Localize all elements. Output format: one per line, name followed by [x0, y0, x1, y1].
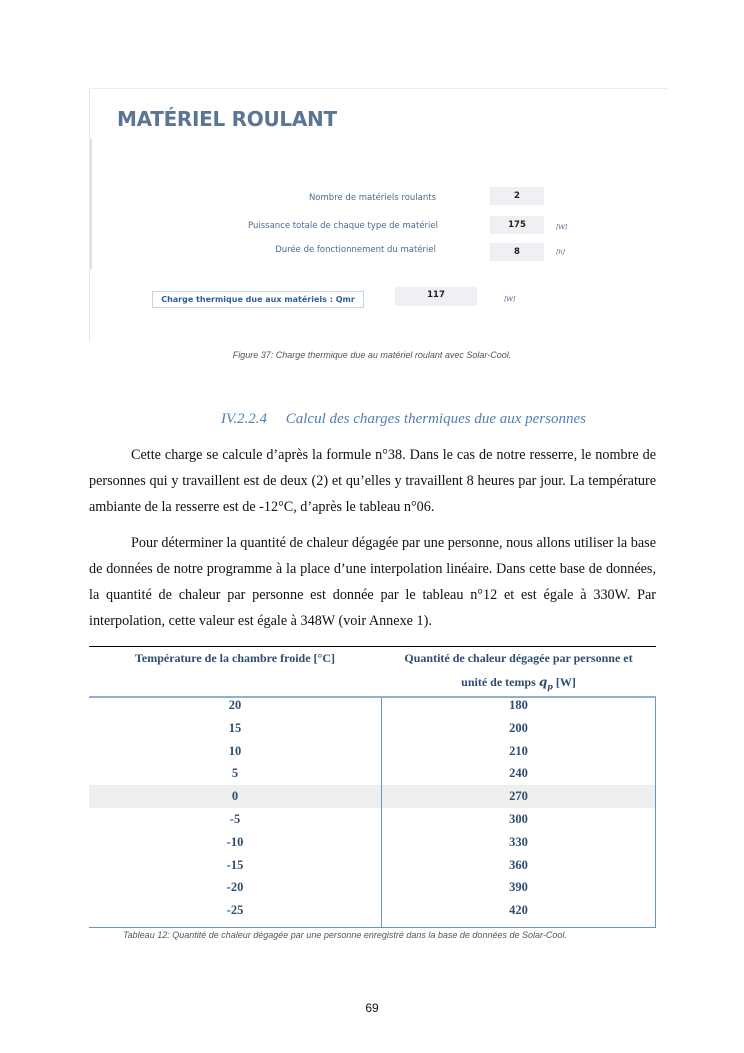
field-unit-power: [W]: [556, 223, 568, 231]
solar-cool-screenshot: [89, 88, 668, 341]
table-header-temperature: Température de la chambre froide [°C]: [135, 651, 335, 665]
table-column-divider: [381, 698, 382, 928]
table-row: [89, 854, 656, 877]
table-row: [89, 808, 656, 831]
page-number: 69: [365, 1001, 379, 1015]
table-row: [89, 831, 656, 854]
field-unit-duration: [h]: [556, 248, 566, 256]
field-value-power[interactable]: 175: [490, 216, 544, 234]
section-number: IV.2.2.4: [221, 411, 267, 427]
paragraph-1-text: Cette charge se calcule d’après la formule n°38. Dans le cas de notre resserre, le nombre de personnes qui y travaillent est de deux (2) et qu’elles y travaillent 8 heures par jour. La température ambiante de la resserre est de -12°C, d’après le tableau n°06.: [89, 447, 656, 515]
table-right-border: [655, 698, 656, 928]
table-header-heat-line1: Quantité de chaleur dégagée par personne et: [404, 651, 633, 665]
header-heat-text: unité de temps: [461, 675, 536, 689]
paragraph-1: [89, 442, 656, 520]
table-cell-heat: 240: [509, 766, 528, 781]
section-heading: [221, 411, 586, 428]
header-heat-symbol: $q_p$: [538, 675, 553, 692]
paragraph-2-text: Pour déterminer la quantité de chaleur dégagée par une personne, nous allons utiliser la base de données de notre programme à la place d’une interpolation linéaire. Dans cette base de données, la quantité de chaleur par personne est donnée par le tableau n°12 et est égale à 330W. Par interpolation, cette valeur est égale à 348W (voir Annexe 1).: [89, 535, 656, 629]
result-unit: [W]: [504, 295, 516, 303]
table-row: [89, 899, 656, 922]
table-cell-temperature: 20: [228, 698, 242, 712]
paragraph-2: [89, 530, 656, 634]
table-cell-heat: 300: [509, 812, 528, 826]
table-cell-temperature: -10: [226, 834, 244, 849]
table-cell-temperature: 10: [228, 743, 242, 758]
table-cell-heat: 360: [509, 857, 528, 872]
table-row: [89, 740, 656, 763]
table-cell-heat: 330: [509, 834, 528, 849]
figure-caption: Figure 37: Charge thermique due au matériel roulant avec Solar-Cool.: [232, 350, 512, 360]
table-cell-temperature: -20: [226, 880, 244, 895]
table-cell-heat: 200: [509, 720, 528, 735]
table-cell-temperature: 0: [231, 789, 239, 804]
table-cell-heat: 180: [509, 698, 528, 712]
table-bottom-rule: [89, 927, 656, 928]
field-label-count: Nombre de matériels roulants: [308, 193, 436, 203]
table-row: [89, 717, 656, 740]
table-cell-temperature: -15: [226, 857, 244, 872]
table-cell-heat: 270: [509, 789, 528, 804]
result-label-button[interactable]: Charge thermique due aux matériels : Qmr: [152, 291, 364, 308]
field-value-duration[interactable]: 8: [490, 243, 544, 261]
header-heat-unit: [W]: [555, 675, 576, 689]
field-value-count[interactable]: 2: [490, 187, 544, 205]
table-row: [89, 694, 656, 717]
table-cell-temperature: -25: [226, 903, 244, 918]
panel-accent-line: [90, 139, 92, 269]
table-cell-heat: 420: [509, 903, 528, 918]
field-label-duration: Durée de fonctionnement du matériel: [275, 245, 436, 255]
table-header-heat: [381, 646, 656, 698]
table-row: [89, 876, 656, 899]
table-cell-temperature: 15: [228, 720, 242, 735]
table-row: [89, 762, 656, 785]
table-cell-temperature: -5: [229, 812, 241, 826]
table-cell-heat: 210: [509, 743, 528, 758]
table-cell-temperature: 5: [231, 766, 239, 781]
field-label-power: Puissance totale de chaque type de matériel: [248, 221, 438, 231]
table-caption: Tableau 12: Quantité de chaleur dégagée par une personne enregistré dans la base de données de Solar-Cool.: [123, 930, 567, 940]
result-value: 117: [395, 287, 477, 306]
section-title: Calcul des charges thermiques due aux personnes: [285, 411, 586, 427]
table-row: [89, 785, 656, 808]
table-cell-heat: 390: [509, 880, 528, 895]
panel-title: MATÉRIEL ROULANT: [117, 107, 337, 131]
